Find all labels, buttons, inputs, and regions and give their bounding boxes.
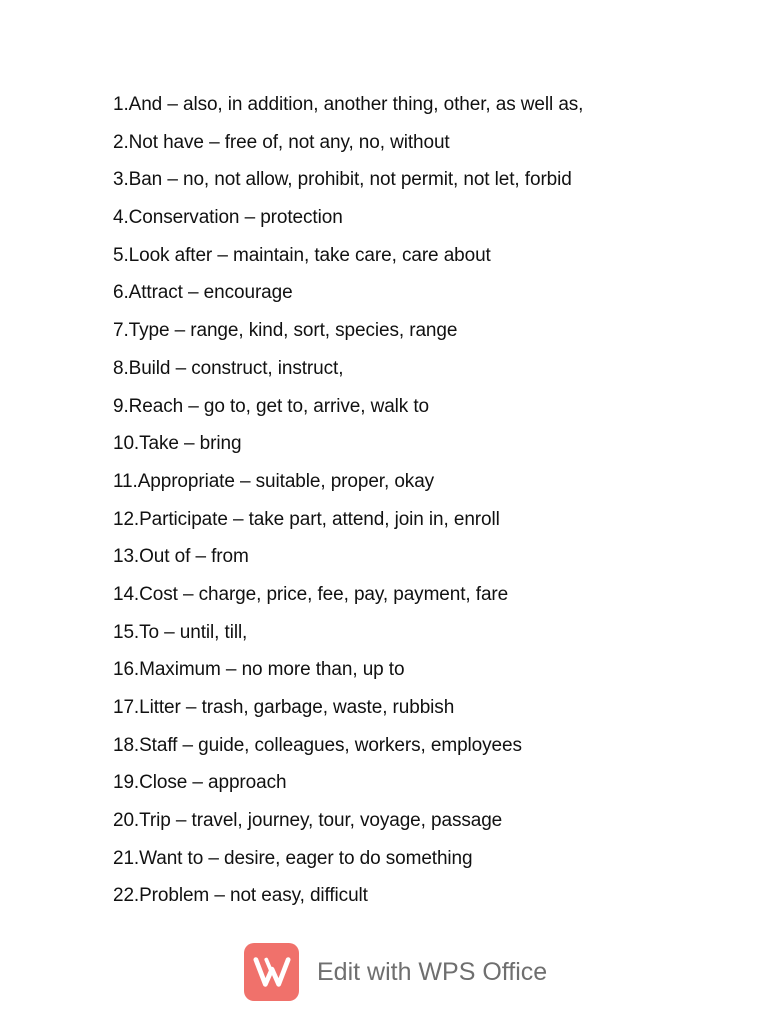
list-item: 18.Staff – guide, colleagues, workers, employees — [113, 734, 522, 756]
list-item: 12.Participate – take part, attend, join in, enroll — [113, 508, 500, 530]
list-item: 11.Appropriate – suitable, proper, okay — [113, 470, 435, 492]
list-item: 19.Close – approach — [113, 772, 287, 794]
list-item: 9.Reach – go to, get to, arrive, walk to — [113, 395, 430, 417]
list-item: 6.Attract – encourage — [113, 282, 293, 304]
wps-logo-icon[interactable] — [244, 943, 299, 1001]
list-item: 2.Not have – free of, not any, no, without — [113, 131, 450, 153]
wps-w-glyph-icon — [253, 953, 291, 991]
list-item: 7.Type – range, kind, sort, species, range — [113, 320, 458, 342]
list-item: 8.Build – construct, instruct, — [113, 357, 344, 379]
list-item: 22.Problem – not easy, difficult — [113, 885, 368, 907]
list-item: 16.Maximum – no more than, up to — [113, 659, 405, 681]
edit-with-wps-banner[interactable] — [244, 943, 547, 1001]
vocabulary-list — [113, 86, 753, 915]
list-item: 10.Take – bring — [113, 433, 242, 455]
list-item: 4.Conservation – protection — [113, 207, 343, 229]
list-item: 17.Litter – trash, garbage, waste, rubbish — [113, 697, 455, 718]
list-item: 15.To – until, till, — [113, 621, 248, 643]
list-item: 14.Cost – charge, price, fee, pay, payment, fare — [113, 583, 509, 605]
list-item: 1.And – also, in addition, another thing, other, as well as, — [113, 94, 584, 115]
list-item: 21.Want to – desire, eager to do something — [113, 847, 473, 869]
list-item: 13.Out of – from — [113, 546, 249, 568]
list-item: 5.Look after – maintain, take care, care about — [113, 244, 491, 266]
edit-with-wps-label[interactable]: Edit with WPS Office — [317, 957, 548, 986]
list-item: 3.Ban – no, not allow, prohibit, not permit, not let, forbid — [113, 169, 572, 191]
list-item: 20.Trip – travel, journey, tour, voyage, passage — [113, 810, 503, 832]
